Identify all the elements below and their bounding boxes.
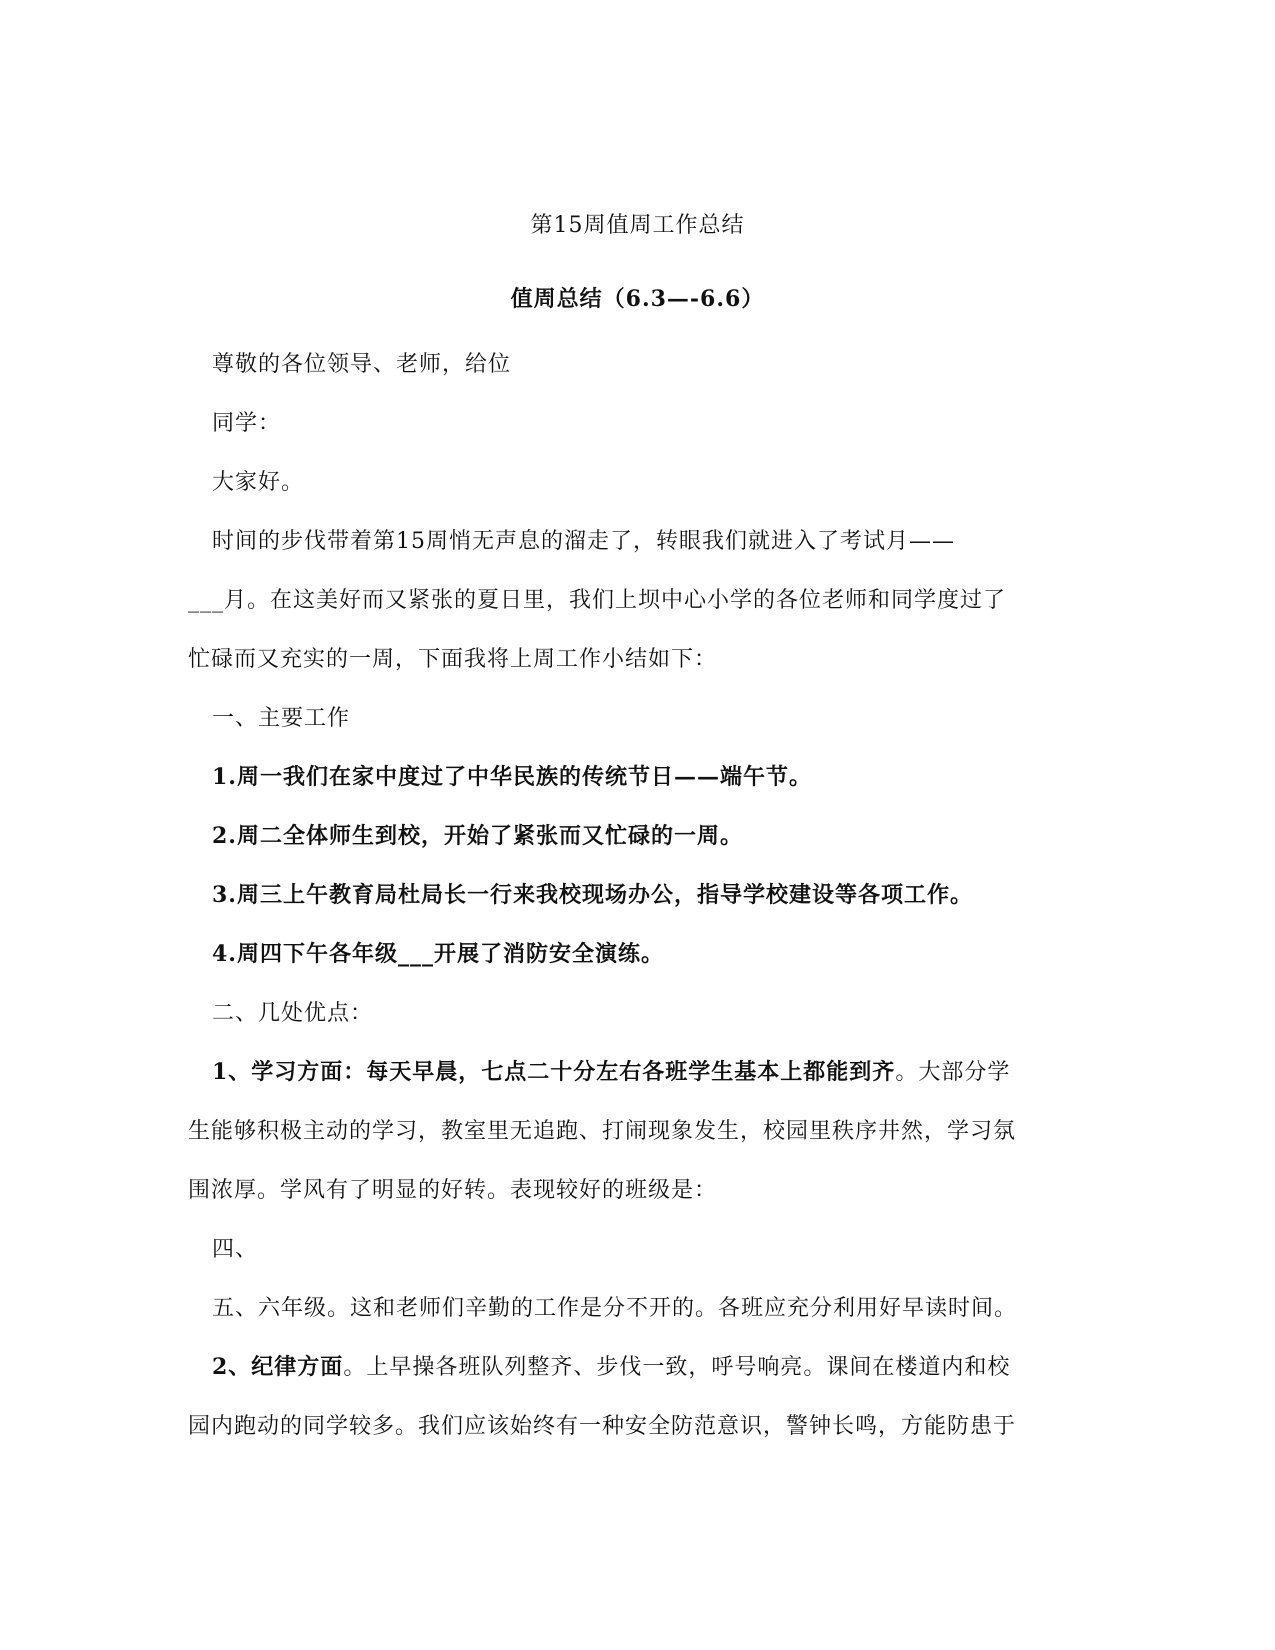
work-item-1: 1.周一我们在家中度过了中华民族的传统节日——端午节。 bbox=[212, 764, 812, 790]
document-subtitle: 值周总结（6.3—-6.6） bbox=[510, 286, 765, 312]
paragraph-intro: 时间的步伐带着第15周悄无声息的溜走了，转眼我们就进入了考试月—— bbox=[212, 529, 955, 554]
strength-study-cont: 生能够积极主动的学习，教室里无追跑、打闹现象发生，校园里秩序井然，学习氛 bbox=[188, 1119, 1017, 1144]
document-title: 第15周值周工作总结 bbox=[530, 213, 745, 238]
paragraph-intro-cont: 忙碌而又充实的一周，下面我将上周工作小结如下： bbox=[188, 647, 718, 672]
paragraph-greeting: 尊敬的各位领导、老师，给位 bbox=[212, 352, 512, 377]
work-item-2: 2.周二全体师生到校，开始了紧张而又忙碌的一周。 bbox=[212, 823, 743, 849]
strength-discipline-text: 。上早操各班队列整齐、步伐一致，呼号响亮。课间在楼道内和校 bbox=[343, 1355, 1011, 1380]
paragraph-hello: 大家好。 bbox=[212, 470, 305, 495]
paragraph-grade-five-six: 五、六年级。这和老师们辛勤的工作是分不开的。各班应充分利用好早读时间。 bbox=[212, 1296, 1018, 1321]
strength-study bbox=[188, 1043, 1088, 1102]
section-heading-strengths: 二、几处优点： bbox=[212, 1001, 374, 1026]
document-body bbox=[188, 335, 1088, 1456]
paragraph-intro-cont: ___月。在这美好而又紧张的夏日里，我们上坝中心小学的各位老师和同学度过了 bbox=[188, 588, 1007, 613]
work-item-4: 4.周四下午各年级___开展了消防安全演练。 bbox=[212, 941, 664, 967]
strength-discipline bbox=[188, 1338, 1088, 1397]
paragraph-greeting-cont: 同学： bbox=[212, 411, 282, 436]
strength-study-cont: 围浓厚。学风有了明显的好转。表现较好的班级是： bbox=[188, 1178, 718, 1203]
section-heading-main-work: 一、主要工作 bbox=[212, 706, 351, 731]
strength-study-heading: 1、学习方面：每天早晨，七点二十分左右各班学生基本上都能到齐 bbox=[212, 1059, 896, 1085]
strength-discipline-heading: 2、纪律方面 bbox=[212, 1354, 344, 1380]
work-item-3: 3.周三上午教育局杜局长一行来我校现场办公，指导学校建设等各项工作。 bbox=[212, 882, 973, 908]
strength-discipline-cont: 园内跑动的同学较多。我们应该始终有一种安全防范意识，警钟长鸣，方能防患于 bbox=[188, 1414, 1017, 1439]
strength-study-text: 。大部分学 bbox=[895, 1060, 1011, 1085]
paragraph-grade-four: 四、 bbox=[212, 1237, 259, 1262]
